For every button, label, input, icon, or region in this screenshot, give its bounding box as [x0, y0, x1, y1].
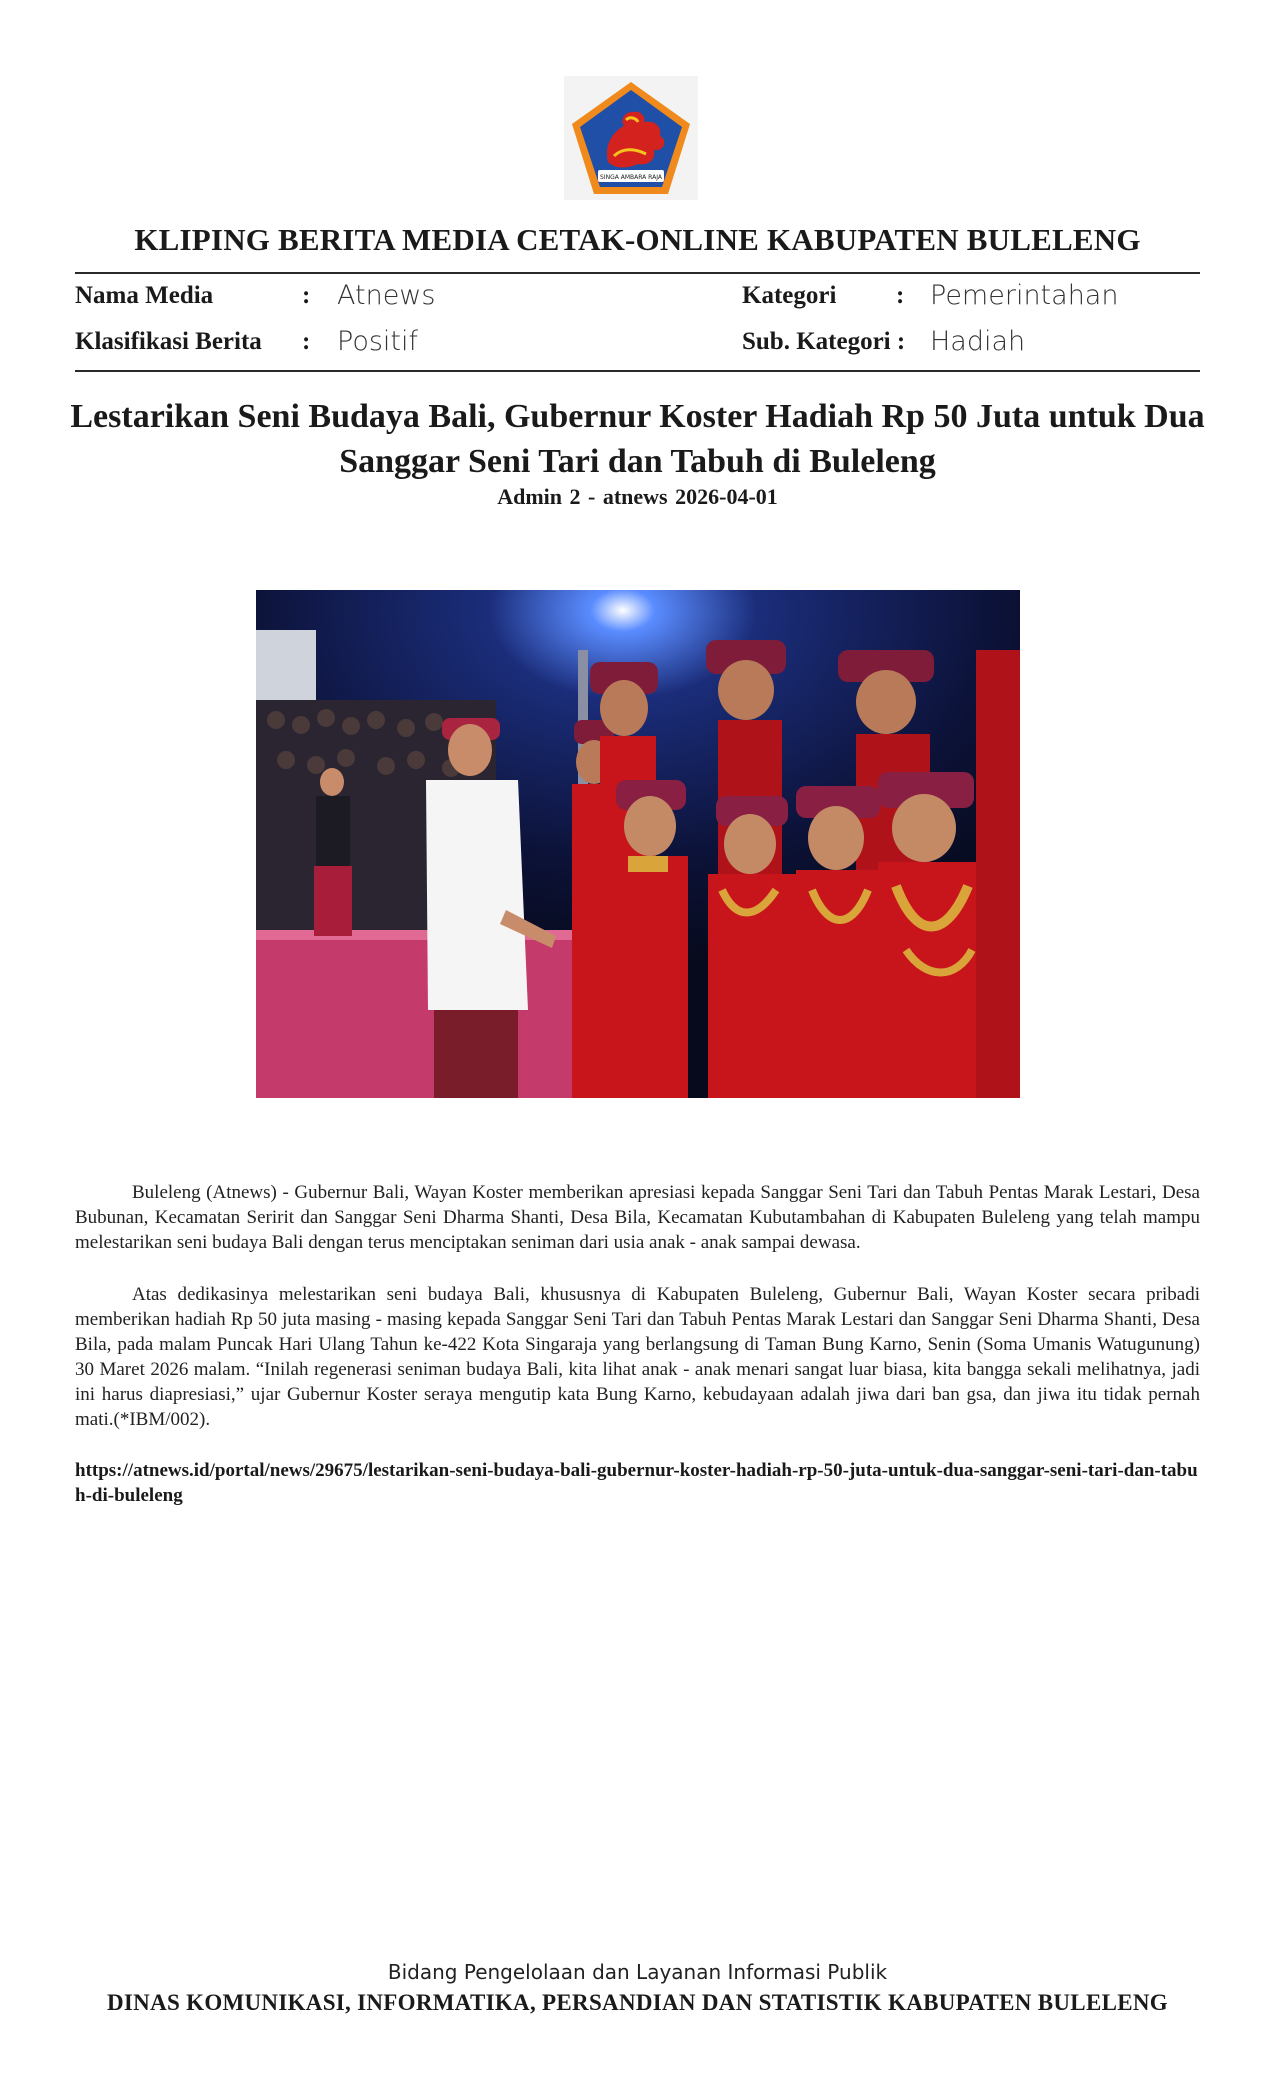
header-rule-top — [75, 272, 1200, 274]
media-value: Atnews — [337, 280, 436, 311]
article-headline: Lestarikan Seni Budaya Bali, Gubernur Koster Hadiah Rp 50 Juta untuk Dua Sanggar Seni Tari dan Tabuh di Buleleng — [70, 398, 1205, 480]
klasifikasi-colon: : — [302, 328, 311, 355]
media-label: Nama Media — [75, 282, 214, 309]
kategori-value: Pemerintahan — [930, 280, 1119, 311]
article-source-url[interactable]: https://atnews.id/portal/news/29675/lestarikan-seni-budaya-bali-gubernur-koster-hadiah-rp-50-juta-untuk-dua-sanggar-seni-tari-dan-tabuh-di-buleleng — [75, 1460, 1198, 1506]
header-rule-bottom — [75, 370, 1200, 372]
article-paragraph-1-text: Buleleng (Atnews) - Gubernur Bali, Wayan Koster memberikan apresiasi kepada Sanggar Seni Tari dan Tabuh Pentas Marak Lestari, Desa Bubunan, Kecamatan Seririt dan Sanggar Seni Dharma Shanti, Desa Bila, Kecamatan Kubutambahan di Kabupaten Buleleng yang telah mampu melestarikan seni budaya Bali dengan terus menciptakan seniman dari usia anak - anak sampai dewasa. — [75, 1182, 1200, 1253]
article-paragraph-1 — [75, 1180, 1200, 1255]
media-colon: : — [302, 282, 311, 309]
subkategori-label: Sub. Kategori : — [742, 328, 906, 355]
article-paragraph-2-text: Atas dedikasinya melestarikan seni budaya Bali, khususnya di Kabupaten Buleleng, Gubernur Bali, Wayan Koster secara pribadi memberikan hadiah Rp 50 juta masing - masing kepada Sanggar Seni Tari dan Tabuh Pentas Marak Lestari dan Sanggar Seni Dharma Shanti, Desa Bila, pada malam Puncak Hari Ulang Tahun ke-422 Kota Singaraja yang berlangsung di Taman Bung Karno, Senin (Soma Umanis Watugunung) 30 Maret 2026 malam. “Inilah regenerasi seniman budaya Bali, kita lihat anak - anak menari sangat luar biasa, kita bangga sekali melihatnya, jadi ini harus diapresiasi,” ujar Gubernur Koster seraya mengutip kata Bung Karno, kebudayaan adalah jiwa dari ban gsa, dan jiwa itu tidak pernah mati.(*IBM/002). — [75, 1284, 1200, 1430]
footer-agency: DINAS KOMUNIKASI, INFORMATIKA, PERSANDIAN DAN STATISTIK KABUPATEN BULELENG — [107, 1990, 1168, 2015]
kop-title: KLIPING BERITA MEDIA CETAK-ONLINE KABUPATEN BULELENG — [134, 222, 1141, 257]
article-photo — [256, 590, 1020, 1098]
article-paragraph-2 — [75, 1282, 1200, 1432]
logo-motto: SINGA AMBARA RAJA — [600, 174, 662, 181]
subkategori-value: Hadiah — [930, 326, 1026, 357]
article-byline: Admin 2 - atnews 2026-04-01 — [497, 484, 778, 509]
kategori-label: Kategori — [742, 282, 837, 309]
footer-division: Bidang Pengelolaan dan Layanan Informasi Publik — [387, 1960, 888, 1984]
kategori-colon: : — [896, 282, 905, 309]
buleleng-logo — [564, 76, 698, 200]
klasifikasi-label: Klasifikasi Berita — [75, 328, 262, 355]
klasifikasi-value: Positif — [337, 326, 418, 357]
